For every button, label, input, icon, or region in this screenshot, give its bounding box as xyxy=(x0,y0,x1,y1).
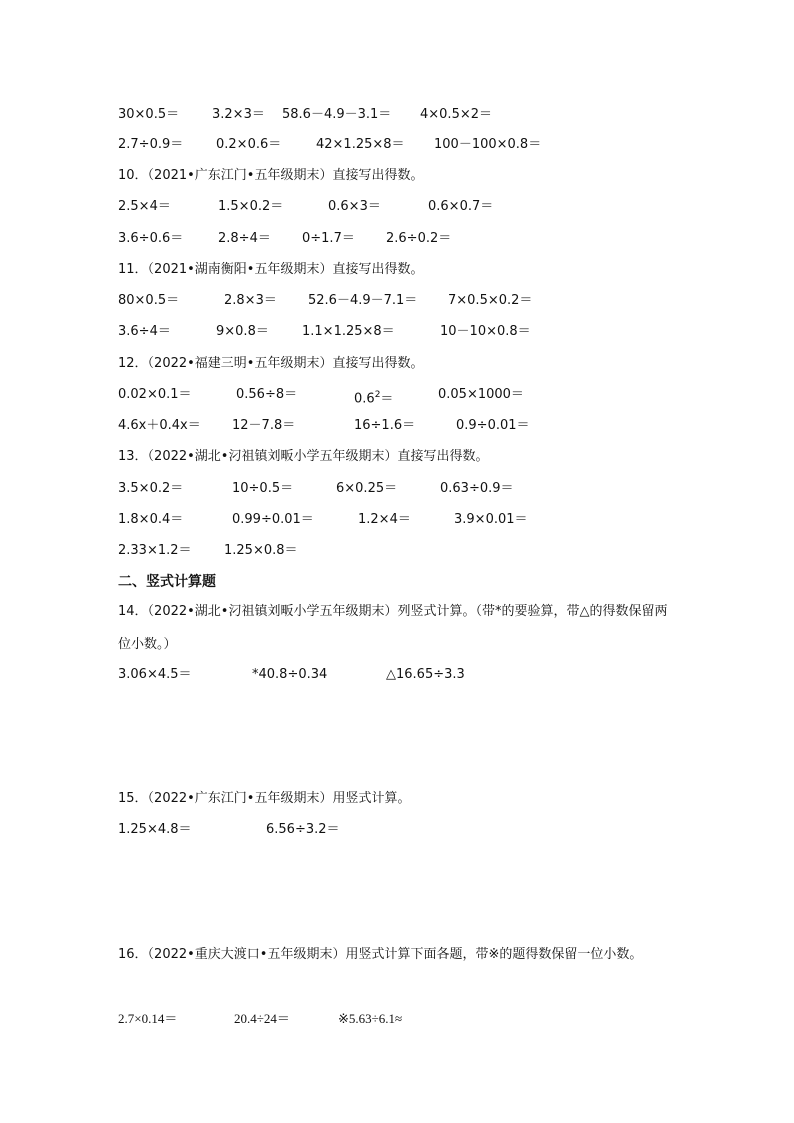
problem: 80×0.5＝ xyxy=(118,293,180,308)
power-exponent: 2 xyxy=(374,390,381,400)
problem-power xyxy=(354,386,393,408)
problem: 2.8÷4＝ xyxy=(218,231,271,246)
problem: 58.6－4.9－3.1＝ xyxy=(282,107,392,122)
problem: 30×0.5＝ xyxy=(118,107,180,122)
problem: 0.05×1000＝ xyxy=(438,387,524,402)
problem: 7×0.5×0.2＝ xyxy=(448,293,533,308)
problem: 1.8×0.4＝ xyxy=(118,512,184,527)
problem: 2.5×4＝ xyxy=(118,199,171,214)
problem: 2.7÷0.9＝ xyxy=(118,137,184,152)
problem: 2.7×0.14＝ xyxy=(118,1011,178,1026)
problem: 4.6x＋0.4x＝ xyxy=(118,418,201,433)
problem: 3.5×0.2＝ xyxy=(118,481,184,496)
problem: 4×0.5×2＝ xyxy=(420,107,493,122)
problem: 0.99÷0.01＝ xyxy=(232,512,314,527)
problem: 1.2×4＝ xyxy=(358,512,411,527)
question-12-heading: 12．（2022•福建三明•五年级期末）直接写出得数。 xyxy=(118,356,424,371)
question-10-heading: 10．（2021•广东江门•五年级期末）直接写出得数。 xyxy=(118,168,424,183)
question-13-heading: 13．（2022•湖北•汈祖镇刘畈小学五年级期末）直接写出得数。 xyxy=(118,449,489,464)
problem: △16.65÷3.3 xyxy=(386,667,465,682)
problem: 3.6÷0.6＝ xyxy=(118,231,184,246)
problem: 9×0.8＝ xyxy=(216,324,269,339)
problem: 0.9÷0.01＝ xyxy=(456,418,530,433)
problem: 0.2×0.6＝ xyxy=(216,137,282,152)
problem: 100－100×0.8＝ xyxy=(434,137,542,152)
problem: 16÷1.6＝ xyxy=(354,418,416,433)
problem: 0.56÷8＝ xyxy=(236,387,298,402)
problem: 0÷1.7＝ xyxy=(302,231,355,246)
problem: 3.6÷4＝ xyxy=(118,324,171,339)
power-equals: ＝ xyxy=(380,391,394,407)
problem: 1.5×0.2＝ xyxy=(218,199,284,214)
problem: ※5.63÷6.1≈ xyxy=(338,1011,403,1026)
problem: 42×1.25×8＝ xyxy=(316,137,405,152)
question-16-heading: 16．（2022•重庆大渡口•五年级期末）用竖式计算下面各题，带※的题得数保留一位小数。 xyxy=(118,947,643,962)
problem: 52.6－4.9－7.1＝ xyxy=(308,293,418,308)
problem: *40.8÷0.34 xyxy=(252,667,328,682)
question-14-heading: 14．（2022•湖北•汈祖镇刘畈小学五年级期末）列竖式计算。（带*的要验算，带△的得数保留两位小数。） xyxy=(118,604,668,652)
problem: 6.56÷3.2＝ xyxy=(266,822,340,837)
problem: 0.63÷0.9＝ xyxy=(440,481,514,496)
section-title: 二、竖式计算题 xyxy=(118,574,216,590)
problem: 0.02×0.1＝ xyxy=(118,387,192,402)
question-15-heading: 15．（2022•广东江门•五年级期末）用竖式计算。 xyxy=(118,791,411,806)
power-base: 0.6 xyxy=(354,391,375,407)
problem: 3.2×3＝ xyxy=(212,107,265,122)
question-11-heading: 11．（2021•湖南衡阳•五年级期末）直接写出得数。 xyxy=(118,262,424,277)
problem: 12－7.8＝ xyxy=(232,418,296,433)
problem: 3.06×4.5＝ xyxy=(118,667,192,682)
problem: 20.4÷24＝ xyxy=(234,1011,290,1026)
problem: 6×0.25＝ xyxy=(336,481,398,496)
problem: 0.6×0.7＝ xyxy=(428,199,494,214)
problem: 2.8×3＝ xyxy=(224,293,277,308)
problem: 1.1×1.25×8＝ xyxy=(302,324,395,339)
problem: 2.6÷0.2＝ xyxy=(386,231,452,246)
problem: 1.25×4.8＝ xyxy=(118,822,192,837)
problem: 10－10×0.8＝ xyxy=(440,324,531,339)
problem: 3.9×0.01＝ xyxy=(454,512,528,527)
problem: 2.33×1.2＝ xyxy=(118,543,192,558)
problem: 0.6×3＝ xyxy=(328,199,381,214)
problem: 10÷0.5＝ xyxy=(232,481,294,496)
problem: 1.25×0.8＝ xyxy=(224,543,298,558)
